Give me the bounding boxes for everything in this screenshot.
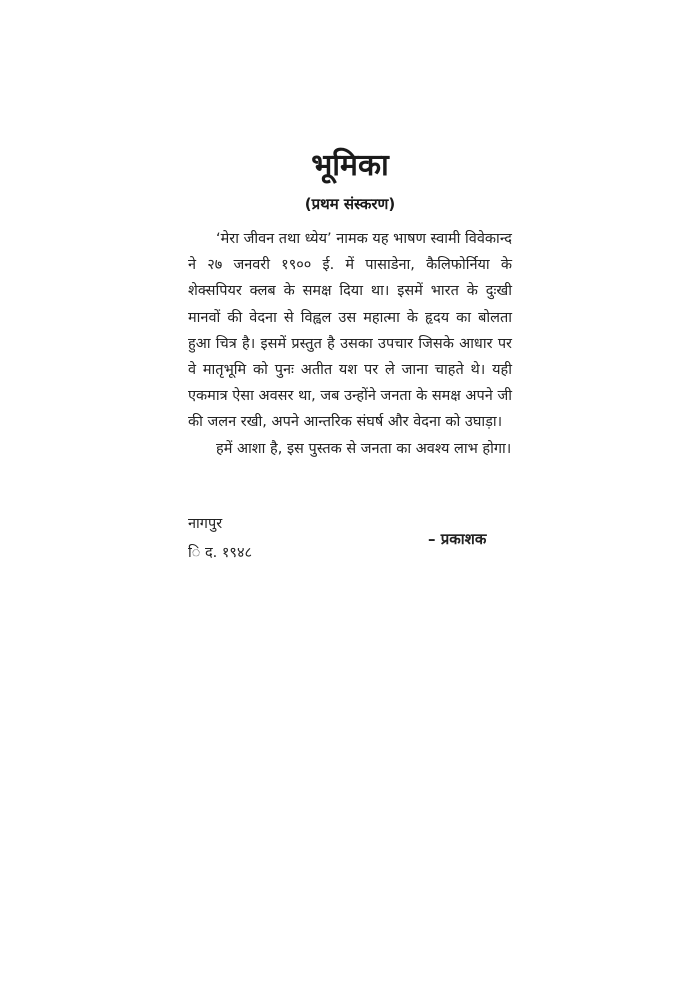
date-label: ि द. १९४८ [188, 545, 253, 561]
publisher-signature: – प्रकाशक [428, 530, 487, 548]
preface-body [188, 226, 512, 462]
preface-paragraph-2: हमें आशा है, इस पुस्तक से जनता का अवश्य लाभ होगा। [216, 440, 512, 457]
page-title: भूमिका [311, 148, 389, 183]
preface-paragraph-1: ‘मेरा जीवन तथा ध्येय’ नामक यह भाषण स्वामी विवेकान्द ने २७ जनवरी १९०० ई. में पासाडेना, कैलिफोर्निया के शेक्सपियर क्लब के समक्ष दिया था। इसमें भारत के दुःखी मानवों की वेदना से विह्वल उस महात्मा के हृदय का बोलता हुआ चित्र है। इसमें प्रस्तुत है उसका उपचार जिसके आधार पर वे मातृभूमि को पुनः अतीत यश पर ले जाना चाहते थे। यही एकमात्र ऐसा अवसर था, जब उन्होंने जनता के समक्ष अपने जी की जलन रखी, अपने आन्तरिक संघर्ष और वेदना को उघाड़ा। [188, 231, 512, 431]
place-label: नागपुर [188, 516, 223, 532]
edition-subtitle: (प्रथम संस्करण) [304, 195, 396, 213]
